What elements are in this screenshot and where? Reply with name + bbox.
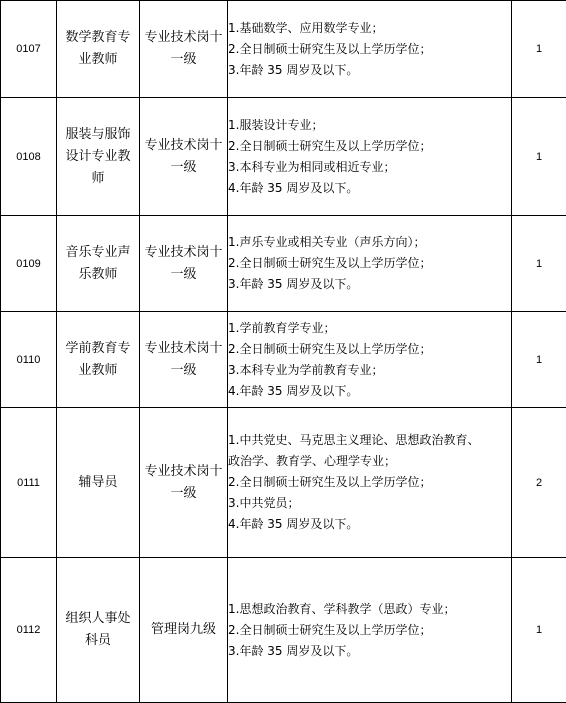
position-name-line: 数学教育专	[57, 27, 139, 49]
position-level-line: 专业技术岗十	[140, 338, 227, 360]
requirement-line: 3.年龄 35 周岁及以下。	[228, 274, 511, 295]
requirement-line: 3.年龄 35 周岁及以下。	[228, 60, 511, 81]
position-code: 0107	[1, 1, 57, 98]
position-level-line: 专业技术岗十	[140, 135, 227, 157]
position-level-line: 一级	[140, 360, 227, 382]
table-row	[1, 98, 566, 216]
requirement-line: 2.全日制硕士研究生及以上学历学位；	[228, 136, 511, 157]
requirement-line: 4.年龄 35 周岁及以下。	[228, 514, 511, 535]
position-count: 2	[512, 408, 566, 558]
position-name	[57, 98, 140, 216]
position-count: 1	[512, 216, 566, 312]
requirement-line: 政治学、教育学、心理学专业；	[228, 451, 511, 472]
requirement-line: 3.本科专业为相同或相近专业；	[228, 157, 511, 178]
position-code: 0108	[1, 98, 57, 216]
position-level-line: 管理岗九级	[140, 619, 227, 641]
position-level	[140, 1, 228, 98]
position-level-line: 一级	[140, 483, 227, 505]
position-name	[57, 558, 140, 703]
requirement-line: 2.全日制硕士研究生及以上学历学位；	[228, 39, 511, 60]
position-count: 1	[512, 312, 566, 408]
position-name-line: 辅导员	[57, 472, 139, 494]
table-row	[1, 1, 566, 98]
requirement-line: 1.思想政治教育、学科教学（思政）专业；	[228, 599, 511, 620]
position-name-line: 乐教师	[57, 264, 139, 286]
position-requirements	[228, 312, 512, 408]
requirement-line: 2.全日制硕士研究生及以上学历学位；	[228, 620, 511, 641]
position-name	[57, 408, 140, 558]
position-level	[140, 558, 228, 703]
position-requirements	[228, 1, 512, 98]
position-code: 0110	[1, 312, 57, 408]
position-level	[140, 312, 228, 408]
requirement-line: 2.全日制硕士研究生及以上学历学位；	[228, 253, 511, 274]
position-code: 0111	[1, 408, 57, 558]
table-row	[1, 312, 566, 408]
position-level-line: 专业技术岗十	[140, 242, 227, 264]
requirement-line: 1.基础数学、应用数学专业；	[228, 18, 511, 39]
position-count: 1	[512, 1, 566, 98]
position-level-line: 专业技术岗十	[140, 27, 227, 49]
position-name-line: 组织人事处	[57, 608, 139, 630]
position-count: 1	[512, 558, 566, 703]
position-requirements	[228, 216, 512, 312]
position-name-line: 服装与服饰	[57, 124, 139, 146]
requirement-line: 3.中共党员；	[228, 493, 511, 514]
position-name-line: 师	[57, 168, 139, 190]
requirement-line: 1.中共党史、马克思主义理论、思想政治教育、	[228, 430, 511, 451]
positions-table-body	[1, 1, 566, 703]
requirement-line: 3.年龄 35 周岁及以下。	[228, 641, 511, 662]
requirement-line: 2.全日制硕士研究生及以上学历学位；	[228, 472, 511, 493]
requirement-line: 3.本科专业为学前教育专业；	[228, 360, 511, 381]
position-name-line: 音乐专业声	[57, 242, 139, 264]
position-code: 0112	[1, 558, 57, 703]
requirement-line: 4.年龄 35 周岁及以下。	[228, 381, 511, 402]
position-level-line: 一级	[140, 157, 227, 179]
position-level-line: 一级	[140, 49, 227, 71]
position-name-line: 业教师	[57, 49, 139, 71]
position-requirements	[228, 558, 512, 703]
position-name	[57, 312, 140, 408]
position-level-line: 一级	[140, 264, 227, 286]
position-name	[57, 216, 140, 312]
requirement-line: 2.全日制硕士研究生及以上学历学位；	[228, 339, 511, 360]
position-level	[140, 98, 228, 216]
table-row	[1, 216, 566, 312]
position-name-line: 设计专业教	[57, 146, 139, 168]
requirement-line: 1.服装设计专业；	[228, 115, 511, 136]
position-name	[57, 1, 140, 98]
position-name-line: 业教师	[57, 360, 139, 382]
position-requirements	[228, 408, 512, 558]
requirement-line: 1.学前教育学专业；	[228, 318, 511, 339]
table-row	[1, 558, 566, 703]
position-requirements	[228, 98, 512, 216]
position-level	[140, 408, 228, 558]
table-row	[1, 408, 566, 558]
position-level-line: 专业技术岗十	[140, 461, 227, 483]
position-name-line: 科员	[57, 630, 139, 652]
position-level	[140, 216, 228, 312]
requirement-line: 4.年龄 35 周岁及以下。	[228, 178, 511, 199]
position-code: 0109	[1, 216, 57, 312]
requirement-line: 1.声乐专业或相关专业（声乐方向）；	[228, 232, 511, 253]
position-name-line: 学前教育专	[57, 338, 139, 360]
position-count: 1	[512, 98, 566, 216]
